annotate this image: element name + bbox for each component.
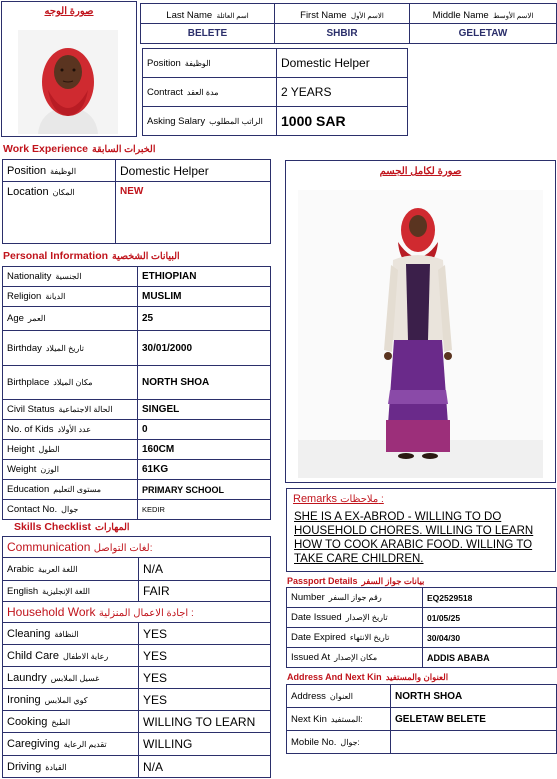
education-value: PRIMARY SCHOOL xyxy=(138,480,271,500)
body-photo-title: صورة لكامل الجسم xyxy=(379,166,462,177)
body-photo xyxy=(298,190,543,478)
position-label: Position الوظيفة xyxy=(143,49,277,78)
personal-info-table xyxy=(2,266,271,520)
cooking-label: Cooking الطبخ xyxy=(3,711,139,733)
address-table xyxy=(286,684,557,754)
driving-label: Driving القيادة xyxy=(3,756,139,778)
weight-value: 61KG xyxy=(138,460,271,480)
mobile-label: Mobile No. جوال: xyxy=(287,731,391,754)
caregiving-label: Caregiving تقديم الرعاية xyxy=(3,733,139,756)
passport-number-label: Number رقم جواز السفر xyxy=(287,588,423,608)
remarks-title: Remarks ملاحظات : xyxy=(293,493,384,505)
contract-value: 2 YEARS xyxy=(277,78,408,107)
mobile-value xyxy=(391,731,557,754)
last-name-header: Last Name اسم العائلة xyxy=(141,4,275,24)
experience-location-value: NEW xyxy=(116,182,271,244)
middle-name-value: GELETAW xyxy=(410,24,557,44)
names-table xyxy=(140,3,557,44)
education-label: Education مستوى التعليم xyxy=(3,480,138,500)
birthplace-value: NORTH SHOA xyxy=(138,366,271,400)
english-label: English اللغة الإنجليزية xyxy=(3,581,139,602)
date-issued-value: 01/05/25 xyxy=(423,608,557,628)
date-expired-value: 30/04/30 xyxy=(423,628,557,648)
birthplace-label: Birthplace مكان الميلاد xyxy=(3,366,138,400)
skills-table xyxy=(2,536,271,778)
cooking-value: WILLING TO LEARN xyxy=(139,711,271,733)
personal-info-title: Personal Information البيانات الشخصية xyxy=(3,250,180,262)
address-title: Address And Next Kin العنوان والمستفيد xyxy=(287,672,449,682)
english-value: FAIR xyxy=(139,581,271,602)
weight-label: Weight الوزن xyxy=(3,460,138,480)
age-label: Age العمر xyxy=(3,307,138,331)
date-issued-label: Date Issued تاريخ الإصدار xyxy=(287,608,423,628)
contact-value: KEDIR xyxy=(138,500,271,520)
date-expired-label: Date Expired تاريخ الانتهاء xyxy=(287,628,423,648)
cleaning-label: Cleaning النظافة xyxy=(3,623,139,645)
religion-label: Religion الديانة xyxy=(3,287,138,307)
passport-number-value: EQ2529518 xyxy=(423,588,557,608)
salary-label: Asking Salary الراتب المطلوب xyxy=(143,107,277,136)
caregiving-value: WILLING xyxy=(139,733,271,756)
height-value: 160CM xyxy=(138,440,271,460)
kids-value: 0 xyxy=(138,420,271,440)
issued-at-label: Issued At مكان الإصدار xyxy=(287,648,423,668)
child-care-label: Child Care رعاية الاطفال xyxy=(3,645,139,667)
experience-location-label: Location المكان xyxy=(3,182,116,244)
arabic-label: Arabic اللغة العربية xyxy=(3,558,139,581)
kids-label: No. of Kids عدد الأولاد xyxy=(3,420,138,440)
age-value: 25 xyxy=(138,307,271,331)
laundry-value: YES xyxy=(139,667,271,689)
work-experience-title: Work Experience الخبرات السابقة xyxy=(3,143,156,155)
work-experience-table xyxy=(2,159,271,244)
face-photo xyxy=(18,30,118,134)
address-value: NORTH SHOA xyxy=(391,685,557,708)
middle-name-header: Middle Name الاسم الأوسط xyxy=(410,4,557,24)
salary-value: 1000 SAR xyxy=(277,107,408,136)
next-kin-label: Next Kin المستفيد: xyxy=(287,708,391,731)
nationality-value: ETHIOPIAN xyxy=(138,267,271,287)
ironing-value: YES xyxy=(139,689,271,711)
face-photo-title: صورة الوجه xyxy=(44,6,94,17)
remarks-text: SHE IS A EX-ABROD - WILLING TO DO HOUSEHOLD CHORES. WILLING TO LEARN HOW TO COOK ARABIC FOOD. WILLING TO TAKE CARE CHILDREN. xyxy=(294,511,534,565)
position-value: Domestic Helper xyxy=(277,49,408,78)
religion-value: MUSLIM xyxy=(138,287,271,307)
birthday-label: Birthday تاريخ الميلاد xyxy=(3,331,138,366)
cleaning-value: YES xyxy=(139,623,271,645)
laundry-label: Laundry غسيل الملابس xyxy=(3,667,139,689)
first-name-value: SHBIR xyxy=(275,24,410,44)
civil-status-label: Civil Status الحالة الاجتماعية xyxy=(3,400,138,420)
contact-label: Contact No. جوال xyxy=(3,500,138,520)
arabic-value: N/A xyxy=(139,558,271,581)
birthday-value: 30/01/2000 xyxy=(138,331,271,366)
skills-title: Skills Checklist المهارات xyxy=(14,521,130,533)
last-name-value: BELETE xyxy=(141,24,275,44)
child-care-value: YES xyxy=(139,645,271,667)
household-header: Household Work اجادة الاعمال المنزلية : xyxy=(3,602,271,623)
first-name-header: First Name الاسم الأول xyxy=(275,4,410,24)
address-label: Address العنوان xyxy=(287,685,391,708)
passport-table xyxy=(286,587,557,668)
height-label: Height الطول xyxy=(3,440,138,460)
civil-status-value: SINGEL xyxy=(138,400,271,420)
nationality-label: Nationality الجنسية xyxy=(3,267,138,287)
next-kin-value: GELETAW BELETE xyxy=(391,708,557,731)
experience-position-label: Position الوظيفة xyxy=(3,160,116,182)
experience-position-value: Domestic Helper xyxy=(116,160,271,182)
job-table xyxy=(142,48,408,136)
communication-header: Communication لغات التواصل: xyxy=(3,537,271,558)
driving-value: N/A xyxy=(139,756,271,778)
passport-title: Passport Details بيانات جواز السفر xyxy=(287,576,425,586)
contract-label: Contract مدة العقد xyxy=(143,78,277,107)
issued-at-value: ADDIS ABABA xyxy=(423,648,557,668)
ironing-label: Ironing كوي الملابس xyxy=(3,689,139,711)
